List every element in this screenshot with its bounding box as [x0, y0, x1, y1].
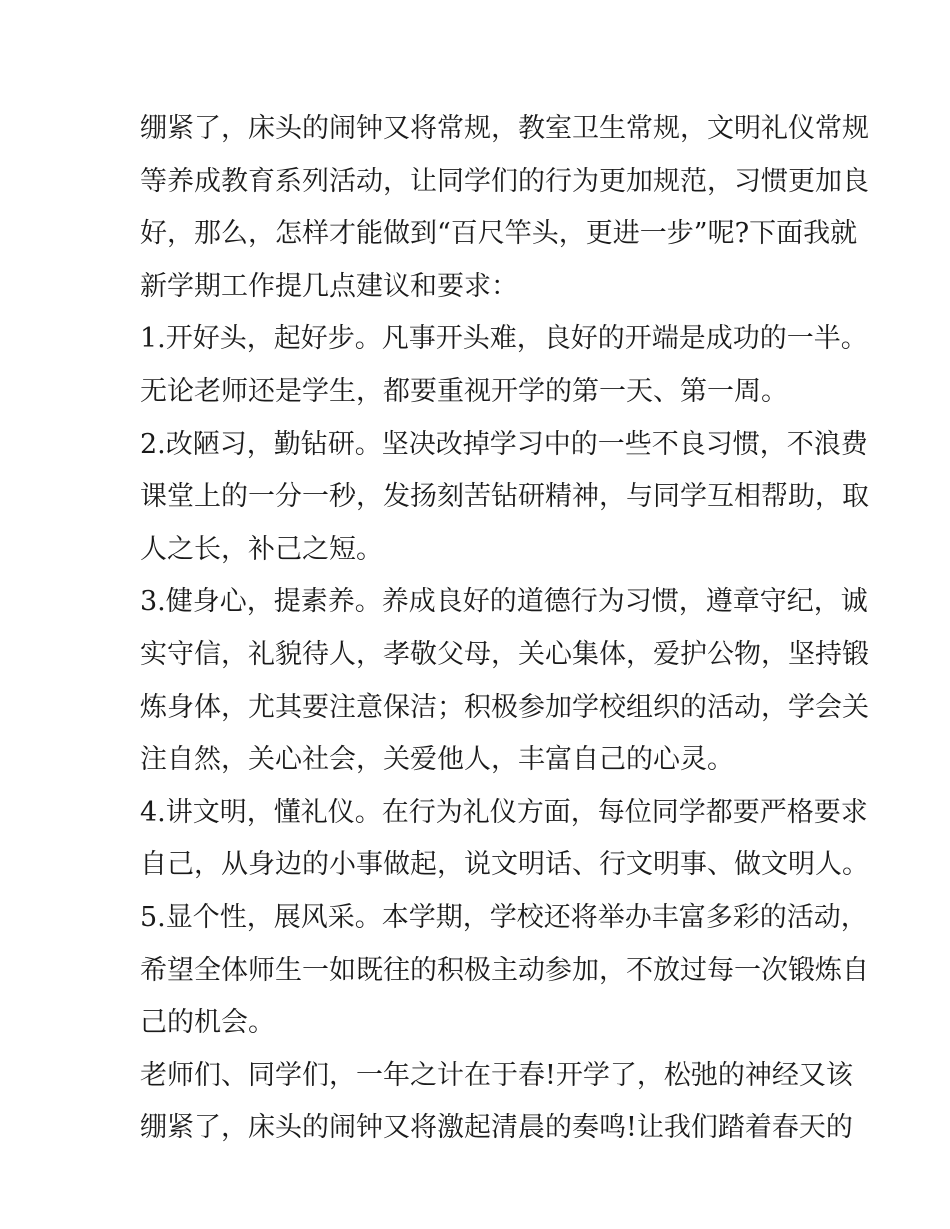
text-line: 己的机会。: [140, 1007, 275, 1039]
text-line: 课堂上的一分一秒，发扬刻苦钻研精神，与同学互相帮助，取: [140, 481, 869, 513]
text-line: 好，那么，怎样才能做到“百尺竿头，更进一步”呢?下面我就: [140, 218, 858, 250]
list-item-2-line: 2.改陋习，勤钻研。坚决改掉学习中的一些不良习惯，不浪费: [140, 428, 868, 460]
text-line: 注自然，关心社会，关爱他人，丰富自己的心灵。: [140, 744, 734, 776]
list-item-1-line: 1.开好头，起好步。凡事开头难，良好的开端是成功的一半。: [140, 323, 868, 355]
closing-paragraph-line: 绷紧了，床头的闹钟又将激起清晨的奏鸣!让我们踏着春天的: [140, 1112, 853, 1144]
text-line: 等养成教育系列活动，让同学们的行为更加规范，习惯更加良: [140, 165, 869, 197]
text-line: 自己，从身边的小事做起，说文明话、行文明事、做文明人。: [140, 849, 869, 881]
list-item-3-line: 3.健身心，提素养。养成良好的道德行为习惯，遵章守纪，诚: [140, 586, 868, 618]
text-line: 人之长，补己之短。: [140, 533, 383, 565]
closing-paragraph-line: 老师们、同学们，一年之计在于春!开学了，松弛的神经又该: [140, 1059, 853, 1091]
text-line: 绷紧了，床头的闹钟又将常规，教室卫生常规，文明礼仪常规: [140, 113, 869, 144]
body-text: [140, 103, 869, 1155]
text-line: 希望全体师生一如既往的积极主动参加，不放过每一次锻炼自: [140, 954, 869, 986]
text-line: 实守信，礼貌待人，孝敬父母，关心集体，爱护公物，坚持锻: [140, 638, 869, 670]
list-item-4-line: 4.讲文明，懂礼仪。在行为礼仪方面，每位同学都要严格要求: [140, 796, 868, 828]
list-item-5-line: 5.显个性，展风采。本学期，学校还将举办丰富多彩的活动，: [140, 901, 868, 933]
text-line: 炼身体，尤其要注意保洁；积极参加学校组织的活动，学会关: [140, 691, 869, 723]
text-line: 无论老师还是学生，都要重视开学的第一天、第一周。: [140, 375, 788, 407]
text-line: 新学期工作提几点建议和要求：: [140, 270, 518, 302]
